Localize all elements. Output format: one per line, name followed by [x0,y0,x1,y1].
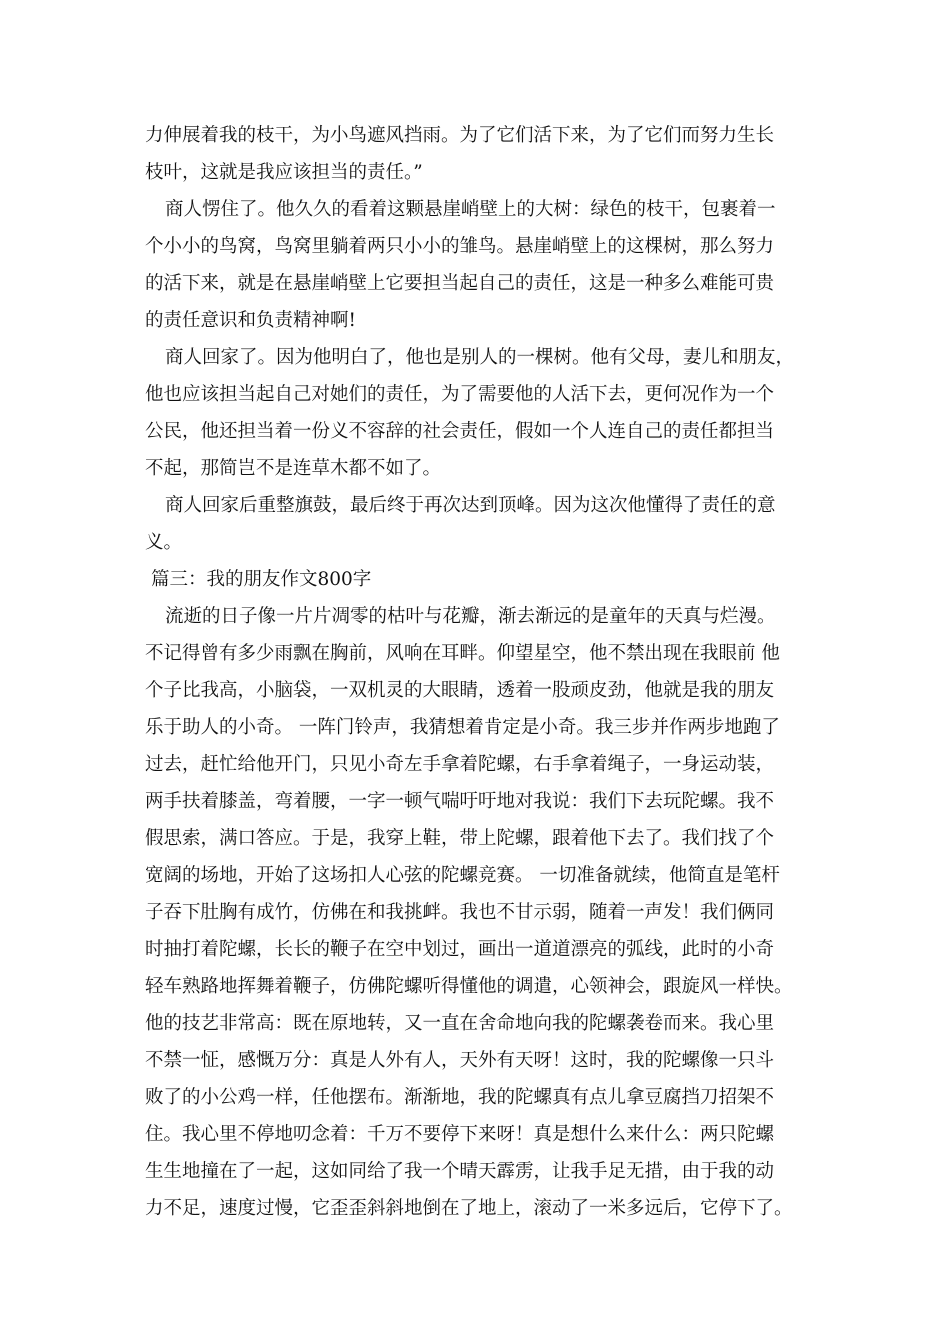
text-line: 子吞下肚胸有成竹，仿佛在和我挑衅。我也不甘示弱，随着一声发！我们俩同 [145,902,775,923]
text-line: 的活下来，就是在悬崖峭壁上它要担当起自己的责任，这是一种多么难能可贵 [145,273,775,294]
text-line: 生生地撞在了一起，这如同给了我一个晴天霹雳，让我手足无措，由于我的动 [145,1161,775,1182]
text-line: 宽阔的场地，开始了这场扣人心弦的陀螺竞赛。 一切准备就续，他简直是笔杆 [145,865,780,886]
text-line: 义。 [145,532,183,553]
paragraph-start-line: 商人回家后重整旗鼓，最后终于再次达到顶峰。因为这次他懂得了责任的意 [165,495,776,516]
text-line: 他也应该担当起自己对她们的责任，为了需要他的人活下去，更何况作为一个 [145,384,775,405]
text-line: 乐于助人的小奇。 一阵门铃声，我猜想着肯定是小奇。我三步并作两步地跑了 [145,717,780,738]
text-line: 不起，那简岂不是连草木都不如了。 [145,458,442,479]
text-line: 过去，赶忙给他开门，只见小奇左手拿着陀螺，右手拿着绳子，一身运动装， [145,754,775,775]
text-line: 的责任意识和负责精神啊! [145,310,356,331]
text-line: 力不足，速度过慢，它歪歪斜斜地倒在了地上，滚动了一米多远后，它停下了。 [145,1198,793,1219]
text-line: 假思索，满口答应。于是，我穿上鞋，带上陀螺，跟着他下去了。我们找了个 [145,828,775,849]
paragraph-start-line: 商人愣住了。他久久的看着这颗悬崖峭壁上的大树：绿色的枝干，包裹着一 [165,199,776,220]
text-line: 个小小的鸟窝，鸟窝里躺着两只小小的雏鸟。悬崖峭壁上的这棵树，那么努力 [145,236,775,257]
paragraph-start-line: 商人回家了。因为他明白了，他也是别人的一棵树。他有父母，妻儿和朋友， [165,347,795,368]
document-body [145,117,825,1227]
text-line: 败了的小公鸡一样，任他摆布。渐渐地，我的陀螺真有点儿拿豆腐挡刀招架不 [145,1087,775,1108]
text-line: 力伸展着我的枝干，为小鸟遮风挡雨。为了它们活下来，为了它们而努力生长 [145,125,775,146]
text-line: 枝叶，这就是我应该担当的责任。” [145,162,423,183]
text-line: 不记得曾有多少雨飘在胸前，风响在耳畔。仰望星空，他不禁出现在我眼前 他 [145,643,780,664]
paragraph-start-line: 流逝的日子像一片片凋零的枯叶与花瓣，渐去渐远的是童年的天真与烂漫。 [165,606,776,627]
text-line: 个子比我高，小脑袋，一双机灵的大眼睛，透着一股顽皮劲，他就是我的朋友 [145,680,775,701]
text-line: 轻车熟路地挥舞着鞭子，仿佛陀螺听得懂他的调遣，心领神会，跟旋风一样快。 [145,976,793,997]
text-line: 住。我心里不停地叨念着：千万不要停下来呀！真是想什么来什么：两只陀螺 [145,1124,775,1145]
text-line: 时抽打着陀螺，长长的鞭子在空中划过，画出一道道漂亮的弧线，此时的小奇 [145,939,775,960]
text-line: 两手扶着膝盖，弯着腰，一字一顿气喘吁吁地对我说：我们下去玩陀螺。我不 [145,791,775,812]
text-line: 他的技艺非常高：既在原地转，又一直在舍命地向我的陀螺袭卷而来。我心里 [145,1013,775,1034]
text-line: 公民，他还担当着一份义不容辞的社会责任，假如一个人连自己的责任都担当 [145,421,775,442]
text-line: 不禁一怔，感慨万分：真是人外有人，天外有天呀！这时，我的陀螺像一只斗 [145,1050,775,1071]
section-heading: 篇三：我的朋友作文800字 [151,569,372,590]
